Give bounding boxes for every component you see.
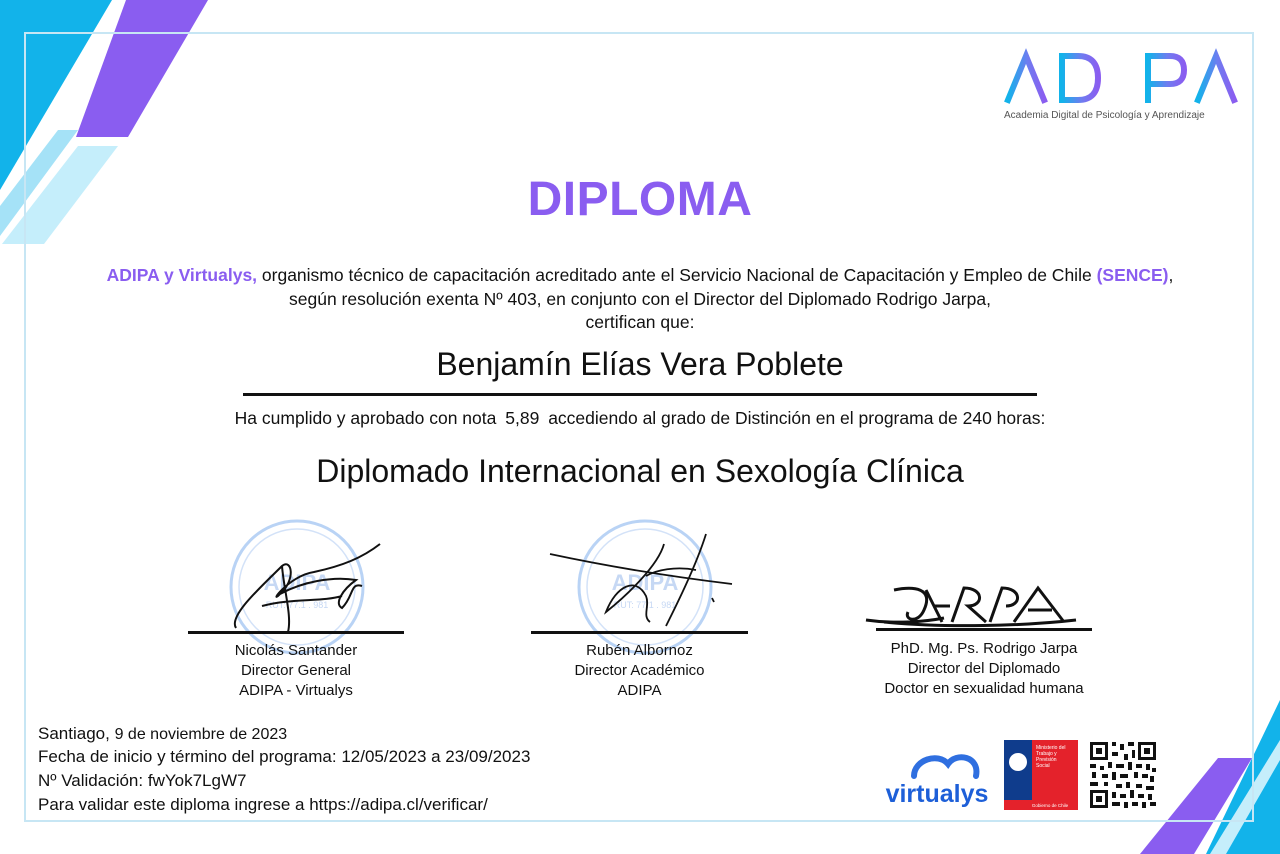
- program-period: [38, 747, 530, 767]
- validation-number: [38, 771, 246, 791]
- seal-1-text: ADIPA: [263, 570, 331, 595]
- intro-text-1: organismo técnico de capacitación acreditado ante el Servicio Nacional de Capacitación y Empleo de Chile: [257, 265, 1097, 285]
- org-highlight: ADIPA y Virtualys,: [106, 265, 258, 285]
- signatory-1: [188, 641, 404, 701]
- seal-2-rut: RUT: 77.1 . 981: [613, 600, 677, 610]
- gob-line-1: Ministerio del: [1036, 745, 1066, 751]
- recipient-name: Benjamín Elías Vera Poblete: [436, 346, 844, 382]
- signatory-3-role: Director del Diplomado: [907, 660, 1061, 677]
- signatory-1-role: Director General: [240, 662, 352, 679]
- sence-highlight: (SENCE): [1096, 265, 1169, 285]
- gob-footer: Gobierno de Chile: [1031, 803, 1069, 808]
- issue-date: 9 de noviembre de 2023: [114, 726, 288, 743]
- achievement-suffix: accediendo al grado de Distinción en el programa de 240 horas:: [548, 408, 1046, 428]
- signature-jarpa: [864, 580, 1084, 630]
- signatory-2: [531, 641, 748, 701]
- recipient-underline: [243, 393, 1037, 396]
- signature-albornoz: [546, 526, 736, 636]
- signature-line-2: [531, 631, 748, 634]
- verify-url[interactable]: https://adipa.cl/verificar/: [309, 795, 488, 814]
- issue-city: Santiago,: [38, 724, 110, 743]
- signatory-3-org: Doctor en sexualidad humana: [884, 680, 1084, 697]
- program-name: Diplomado Internacional en Sexología Clínica: [316, 453, 964, 489]
- signatory-3: [866, 639, 1102, 699]
- qr-code[interactable]: [1088, 740, 1158, 810]
- achievement-line: [0, 408, 1280, 429]
- period-label: Fecha de inicio y término del programa:: [38, 747, 337, 766]
- intro-text-2: , según resolución exenta Nº 403, en conjunto con el Director del Diplomado Rodrigo Jarpa,: [289, 265, 1174, 309]
- signature-line-1: [188, 631, 404, 634]
- achievement-prefix: Ha cumplido y aprobado con nota: [234, 408, 497, 428]
- verify-label: Para validar este diploma ingrese a: [38, 795, 305, 814]
- seal-2-text: ADIPA: [611, 570, 679, 595]
- issue-place-date: [38, 724, 287, 744]
- signatory-1-org: ADIPA - Virtualys: [239, 682, 353, 699]
- signature-santander: [222, 536, 392, 636]
- virtualys-logo: [876, 746, 998, 810]
- period-value: 12/05/2023 a 23/09/2023: [341, 747, 531, 766]
- seal-1-rut: RUT: 77.1 . 981: [265, 600, 329, 610]
- intro-text-3: certifican que:: [585, 312, 695, 332]
- adipa-tagline: Academia Digital de Psicología y Aprendizaje: [1004, 110, 1205, 121]
- adipa-logo: [1000, 48, 1240, 108]
- intro-paragraph: [100, 264, 1180, 335]
- signatory-2-role: Director Académico: [574, 662, 705, 679]
- gobierno-de-chile-logo: [1004, 740, 1078, 810]
- gob-line-3: Previsión: [1036, 757, 1057, 763]
- verify-instructions: [38, 795, 488, 815]
- validation-label: Nº Validación:: [38, 771, 144, 790]
- virtualys-wordmark: virtualys: [885, 780, 989, 808]
- gob-line-2: Trabajo y: [1036, 751, 1057, 757]
- signature-line-3: [876, 628, 1092, 631]
- gob-line-4: Social: [1036, 763, 1050, 769]
- signatory-1-name: Nicolás Santander: [234, 642, 358, 659]
- grade-value: 5,89: [505, 408, 540, 428]
- signatory-2-org: ADIPA: [617, 682, 662, 699]
- signatory-3-name: PhD. Mg. Ps. Rodrigo Jarpa: [890, 640, 1078, 657]
- diploma-title: DIPLOMA: [527, 173, 753, 226]
- signatory-2-name: Rubén Albornoz: [586, 642, 693, 659]
- validation-code: fwYok7LgW7: [147, 771, 247, 790]
